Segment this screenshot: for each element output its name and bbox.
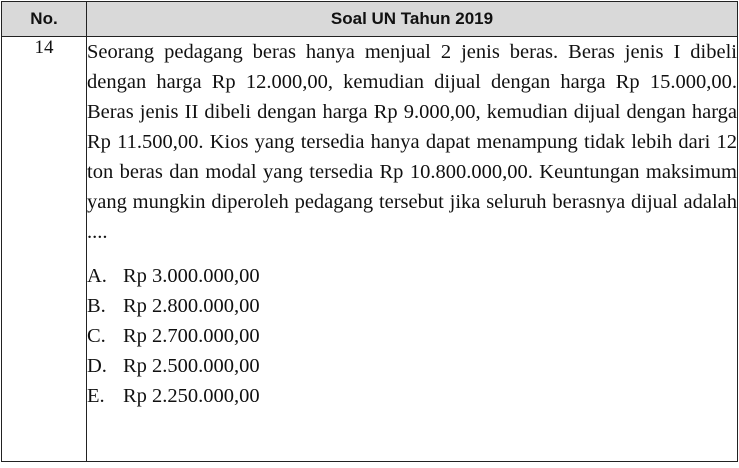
option-letter: C. [87,325,106,347]
answer-option-a [87,261,737,291]
answer-option-c [87,321,737,351]
answer-option-b [87,291,737,321]
question-table [1,1,738,462]
option-letter: A. [87,265,107,287]
column-header-number: No. [2,2,87,37]
option-text: Rp 2.800.000,00 [123,295,260,317]
question-stem: Seorang pedagang beras hanya menjual 2 jenis beras. Beras jenis I dibeli dengan harga Rp 12.000,00, kemudian dijual dengan harga Rp 15.000,00. Beras jenis II dibeli dengan harga Rp 9.000,00, kemudian dijual dengan harga Rp 11.500,00. Kios yang tersedia hanya dapat menampung tidak lebih dari 12 ton beras dan modal yang tersedia Rp 10.800.000,00. Keuntungan maksimum yang mungkin diperoleh pedagang tersebut jika seluruh berasnya dijual adalah .... [87,41,737,243]
option-letter: E. [87,385,105,407]
option-text: Rp 2.500.000,00 [123,355,260,377]
answer-option-e [87,381,737,411]
question-body [87,37,738,462]
option-text: Rp 2.700.000,00 [123,325,260,347]
option-letter: D. [87,355,107,377]
header-row [2,2,738,37]
question-number: 14 [2,37,87,462]
answer-options [87,261,737,411]
table-header [2,2,738,37]
option-text: Rp 2.250.000,00 [123,385,260,407]
answer-option-d [87,351,737,381]
option-letter: B. [87,295,106,317]
question-row [2,37,738,462]
column-header-title: Soal UN Tahun 2019 [87,2,738,37]
option-text: Rp 3.000.000,00 [123,265,260,287]
